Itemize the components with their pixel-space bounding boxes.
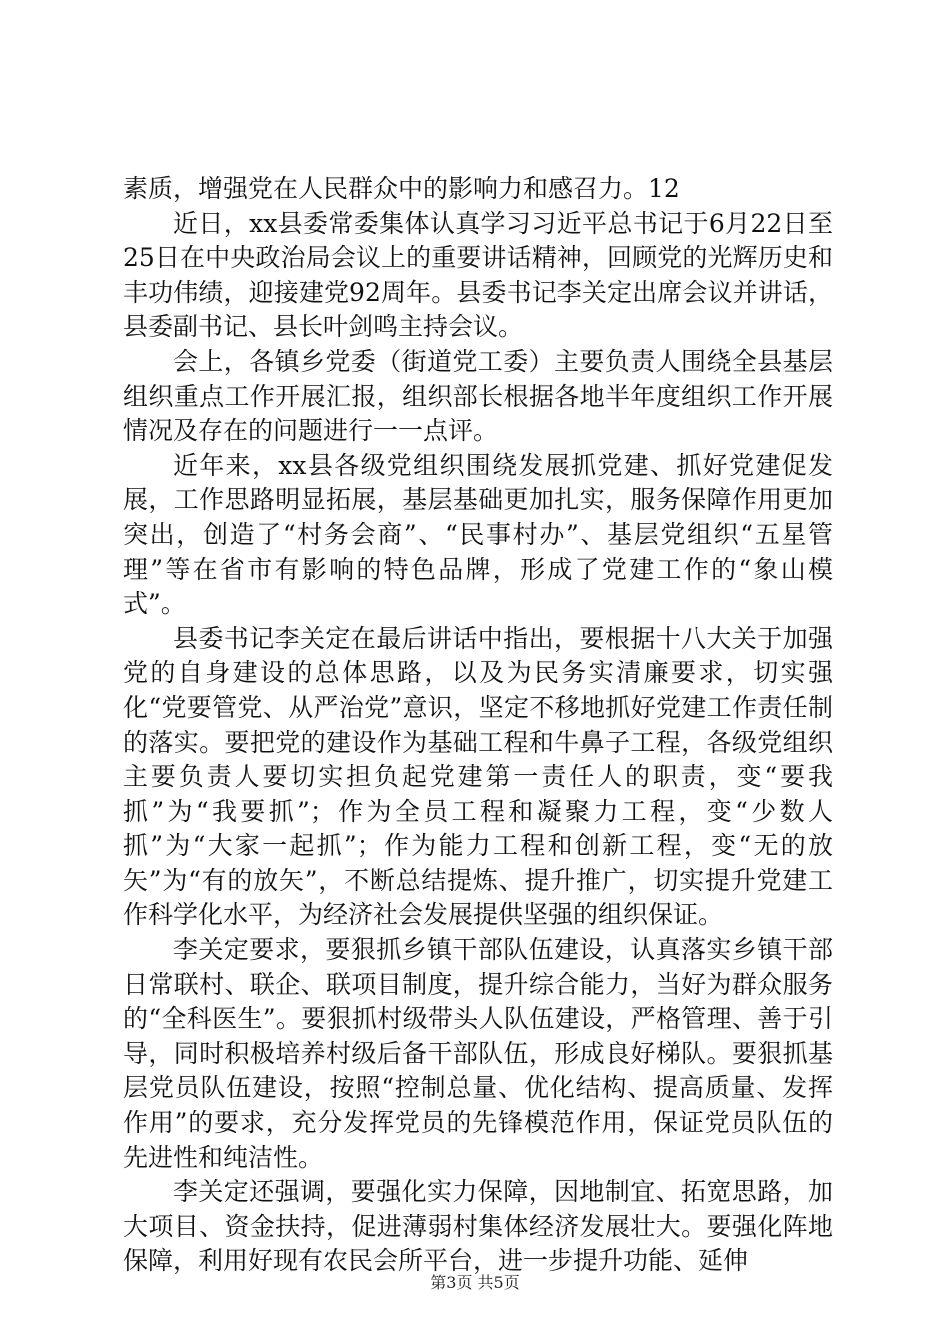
document-body [123, 172, 833, 1279]
paragraph-recent-years: 近年来，xx县各级党组织围绕发展抓党建、抓好党建促发展，工作思路明显拓展，基层基础更加扎实，服务保障作用更加突出，创造了“村务会商”、“民事村办”、基层党组织“五星管理”等在省市有影响的特色品牌，形成了党建工作的“象山模式”。 [123, 450, 833, 619]
paragraph-emphasis: 李关定还强调，要强化实力保障，因地制宜、拓宽思路，加大项目、资金扶持，促进薄弱村集体经济发展壮大。要强化阵地保障，利用好现有农民会所平台，进一步提升功能、延伸 [123, 1177, 833, 1276]
paragraph-meeting-report: 会上，各镇乡党委（街道党工委）主要负责人围绕全县基层组织重点工作开展汇报，组织部长根据各地半年度组织工作开展情况及存在的问题进行一一点评。 [123, 346, 833, 446]
page-number-footer: 第3页 共5页 [430, 1273, 520, 1292]
paragraph-secretary-speech: 县委书记李关定在最后讲话中指出，要根据十八大关于加强党的自身建设的总体思路，以及为民务实清廉要求，切实强化“党要管党、从严治党”意识，坚定不移地抓好党建工作责任制的落实。要把党的建设作为基础工程和牛鼻子工程，各级党组织主要负责人要切实担负起党建第一责任人的职责，变“要我抓”为“我要抓”；作为全员工程和凝聚力工程，变“少数人抓”为“大家一起抓”；作为能力工程和创新工程，变“无的放矢”为“有的放矢”，不断总结提炼、提升推广，切实提升党建工作科学化水平，为经济社会发展提供坚强的组织保证。 [123, 623, 833, 930]
paragraph-meeting-intro: 近日，xx县委常委集体认真学习习近平总书记于6月22日至25日在中央政治局会议上的重要讲话精神，回顾党的光辉历史和丰功伟绩，迎接建党92周年。县委书记李关定出席会议并讲话，县委副书记、县长叶剑鸣主持会议。 [123, 208, 833, 342]
paragraph-requirements: 李关定要求，要狠抓乡镇干部队伍建设，认真落实乡镇干部日常联村、联企、联项目制度，提升综合能力，当好为群众服务的“全科医生”。要狠抓村级带头人队伍建设，严格管理、善于引导，同时积极培养村级后备干部队伍，形成良好梯队。要狠抓基层党员队伍建设，按照“控制总量、优化结构、提高质量、发挥作用”的要求，充分发挥党员的先锋模范作用，保证党员队伍的先进性和纯洁性。 [123, 935, 833, 1172]
paragraph-continuation: 素质，增强党在人民群众中的影响力和感召力。12 [123, 174, 680, 203]
